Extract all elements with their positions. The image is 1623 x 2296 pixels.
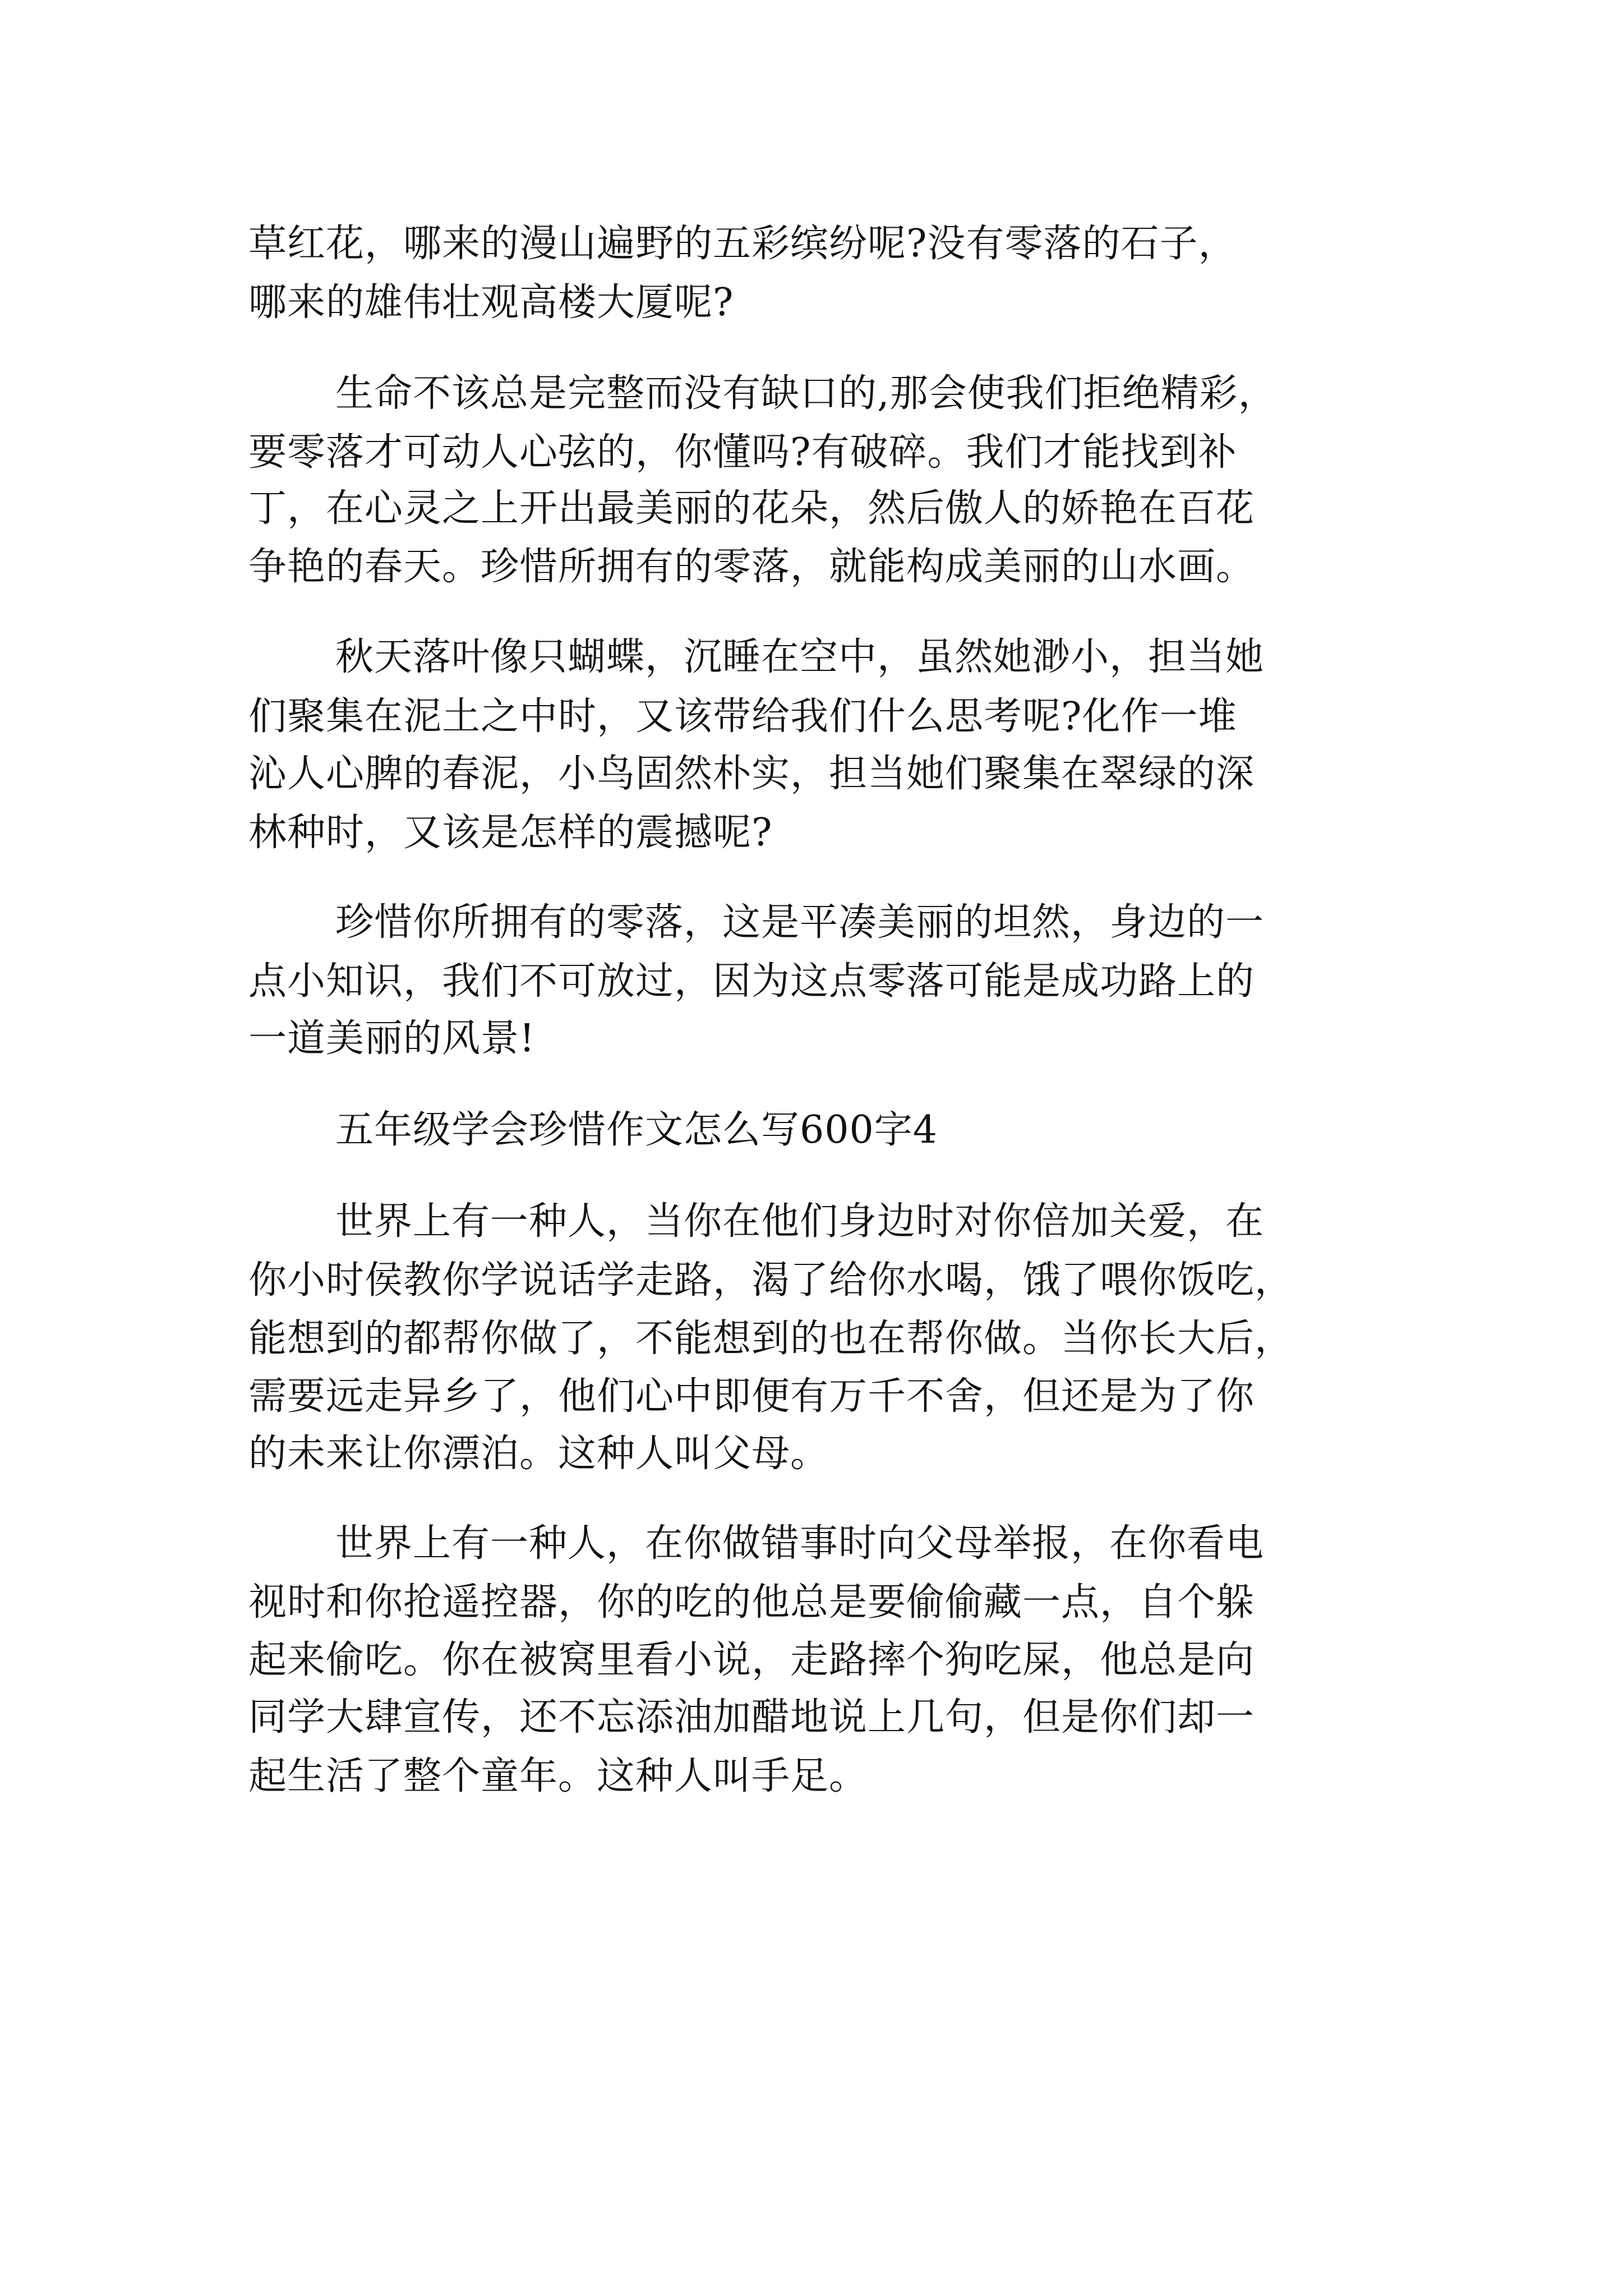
- text-line: 们聚集在泥土之中时，又该带给我们什么思考呢?化作一堆: [248, 694, 1237, 739]
- text-line: 起生活了整个童年。这种人叫手足。: [248, 1754, 868, 1798]
- text-line: 你小时侯教你学说话学走路，渴了给你水喝，饿了喂你饭吃，: [248, 1258, 1294, 1303]
- text-line: 哪来的雄伟壮观高楼大厦呢?: [248, 280, 734, 325]
- text-line: 点小知识，我们不可放过，因为这点零落可能是成功路上的: [248, 959, 1255, 1004]
- text-line: 需要远走异乡了，他们心中即便有万千不舍，但还是为了你: [248, 1374, 1255, 1419]
- text-line: 能想到的都帮你做了，不能想到的也在帮你做。当你长大后，: [248, 1317, 1294, 1361]
- text-line: 起来偷吃。你在被窝里看小说，走路摔个狗吃屎，他总是向: [248, 1638, 1255, 1682]
- text-line: 丁，在心灵之上开出最美丽的花朵，然后傲人的娇艳在百花: [248, 486, 1255, 531]
- text-line: 草红花，哪来的漫山遍野的五彩缤纷呢?没有零落的石子，: [248, 222, 1237, 266]
- text-line: 要零落才可动人心弦的，你懂吗?有破碎。我们才能找到补: [248, 430, 1237, 475]
- text-line: 的未来让你漂泊。这种人叫父母。: [248, 1432, 829, 1476]
- text-line: 争艳的春天。珍惜所拥有的零落，就能构成美丽的山水画。: [248, 545, 1255, 589]
- paragraph-first-line: 珍惜你所拥有的零落，这是平凑美丽的坦然，身边的一: [335, 900, 1265, 945]
- paragraph-first-line: 秋天落叶像只蝴蝶，沉睡在空中，虽然她渺小，担当她: [335, 635, 1265, 679]
- section-heading: 五年级学会珍惜作文怎么写600字4: [335, 1108, 938, 1152]
- paragraph-first-line: 世界上有一种人，在你做错事时向父母举报，在你看电: [335, 1521, 1265, 1566]
- text-line: 林种时，又该是怎样的震撼呢?: [248, 811, 773, 855]
- text-line: 同学大肆宣传，还不忘添油加醋地说上几句，但是你们却一: [248, 1695, 1255, 1740]
- text-line: 一道美丽的风景!: [248, 1016, 536, 1061]
- paragraph-first-line: 生命不该总是完整而没有缺口的,那会使我们拒绝精彩，: [335, 371, 1277, 416]
- text-line: 沁人心脾的春泥，小鸟固然朴实，担当她们聚集在翠绿的深: [248, 752, 1255, 796]
- text-line: 视时和你抢遥控器，你的吃的他总是要偷偷藏一点，自个躲: [248, 1580, 1255, 1625]
- paragraph-first-line: 世界上有一种人，当你在他们身边时对你倍加关爱，在: [335, 1199, 1265, 1244]
